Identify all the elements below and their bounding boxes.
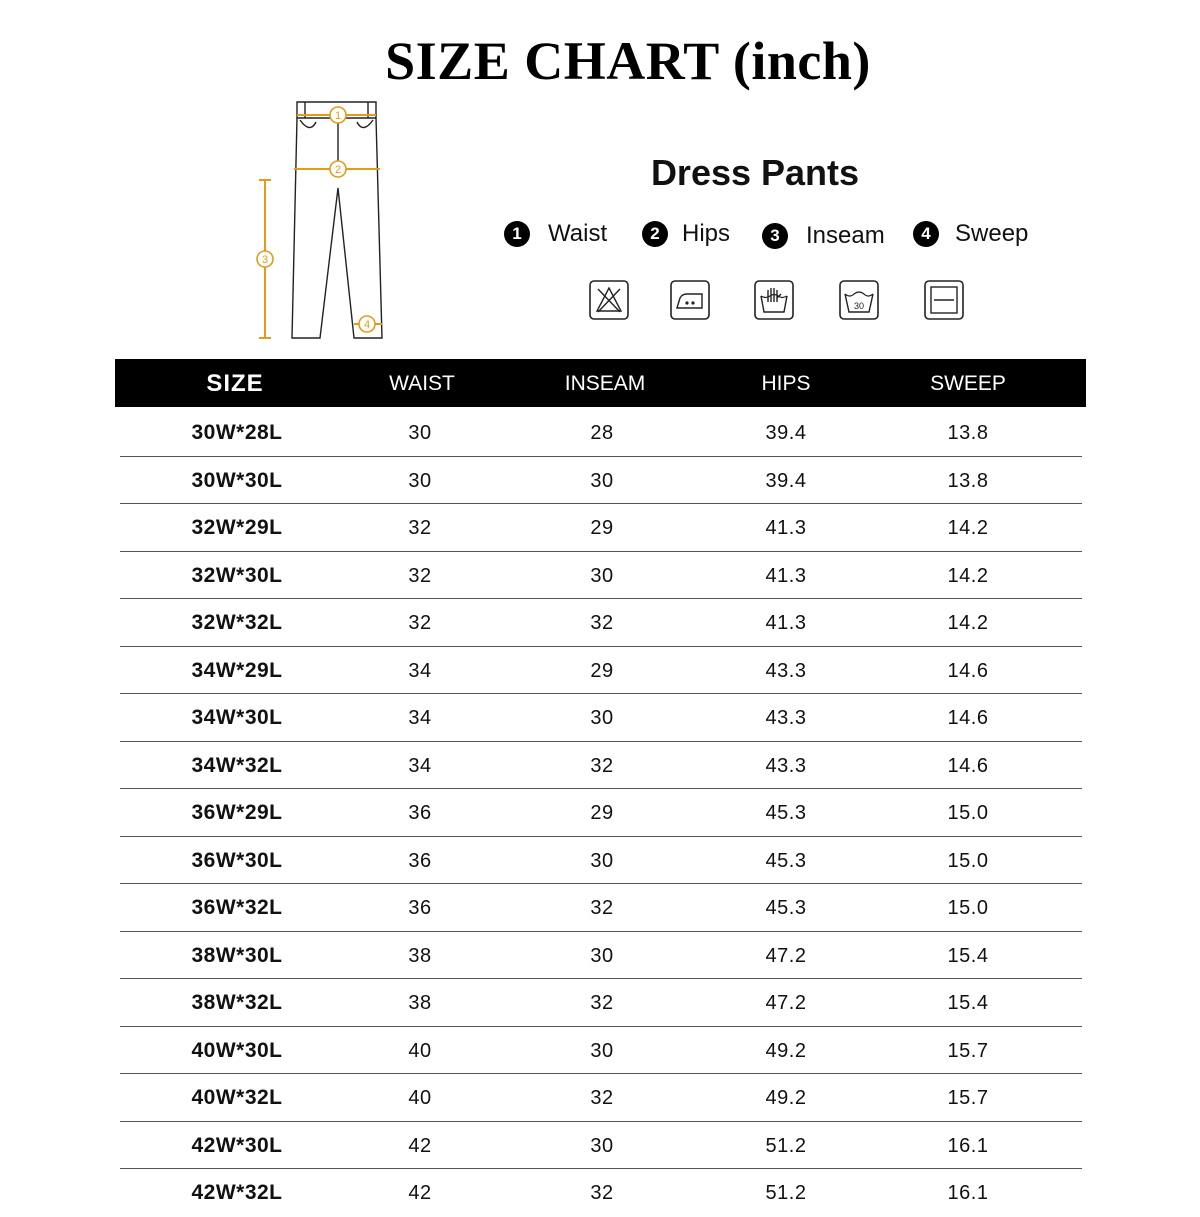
legend-inseam (762, 222, 885, 250)
waist-cell: 40 (408, 1087, 432, 1109)
size-cell: 34W*30L (191, 706, 283, 729)
waist-cell: 32 (408, 517, 432, 539)
sweep-cell: 15.7 (947, 1087, 989, 1109)
size-cell: 36W*30L (191, 848, 283, 872)
sweep-cell: 16.1 (947, 1134, 989, 1157)
size-cell: 32W*29L (191, 516, 283, 539)
inseam-cell: 29 (590, 517, 614, 539)
table-row (120, 1027, 1082, 1075)
size-cell: 36W*29L (191, 801, 283, 824)
iron-medium-icon (670, 280, 710, 320)
size-cell: 34W*32L (191, 753, 283, 777)
legend-sweep (913, 220, 1028, 248)
legend-number: 1 (504, 221, 530, 247)
size-cell: 30W*28L (191, 421, 283, 444)
legend-label: Inseam (806, 222, 885, 249)
legend-waist (504, 220, 607, 248)
inseam-cell: 32 (590, 612, 614, 634)
table-row (120, 742, 1082, 790)
legend-label: Sweep (955, 220, 1029, 247)
waist-cell: 32 (408, 612, 432, 634)
waist-cell: 32 (408, 564, 432, 587)
table-row (120, 457, 1082, 505)
waist-cell: 30 (408, 469, 432, 492)
table-row (120, 932, 1082, 980)
marker-inseam-label: 3 (261, 254, 269, 266)
hips-cell: 45.3 (765, 802, 807, 824)
table-row (120, 789, 1082, 837)
table-row (120, 1169, 1082, 1216)
hand-wash-icon (754, 280, 794, 320)
sweep-cell: 14.2 (947, 517, 989, 539)
legend-number: 4 (913, 221, 939, 247)
inseam-cell: 28 (590, 422, 614, 444)
size-cell: 36W*32L (191, 896, 283, 919)
size-table-body (120, 409, 1082, 1216)
sweep-cell: 15.0 (947, 802, 989, 824)
inseam-cell: 32 (590, 1087, 614, 1109)
hips-cell: 41.3 (765, 564, 807, 587)
table-row (120, 837, 1082, 885)
header-inseam: INSEAM (564, 372, 646, 395)
inseam-cell: 30 (590, 849, 614, 872)
sweep-cell: 14.2 (947, 612, 989, 634)
hips-cell: 39.4 (765, 469, 807, 492)
hips-cell: 47.2 (765, 992, 807, 1014)
table-row (120, 979, 1082, 1027)
sweep-cell: 14.6 (947, 754, 989, 777)
inseam-cell: 32 (590, 754, 614, 777)
wash-temperature: 30 (853, 301, 865, 311)
size-cell: 32W*32L (191, 611, 283, 634)
sweep-cell: 15.4 (947, 992, 989, 1014)
hips-cell: 51.2 (765, 1182, 807, 1204)
size-cell: 38W*32L (191, 991, 283, 1014)
page-title: SIZE CHART (inch) (385, 31, 871, 91)
table-row (120, 409, 1082, 457)
product-title: Dress Pants (650, 152, 860, 193)
table-row (120, 694, 1082, 742)
hips-cell: 45.3 (765, 849, 807, 872)
legend-number: 2 (642, 221, 668, 247)
care-instructions (588, 280, 968, 322)
waist-cell: 34 (408, 659, 432, 682)
waist-cell: 34 (408, 754, 432, 777)
waist-cell: 40 (408, 1039, 432, 1062)
inseam-cell: 32 (590, 897, 614, 919)
waist-cell: 30 (408, 422, 432, 444)
table-row (120, 599, 1082, 647)
table-row (120, 552, 1082, 600)
table-row (120, 884, 1082, 932)
pants-diagram (250, 98, 400, 348)
inseam-cell: 30 (590, 564, 614, 587)
no-bleach-icon (589, 280, 629, 320)
waist-cell: 38 (408, 992, 432, 1014)
waist-cell: 42 (408, 1134, 432, 1157)
hips-cell: 43.3 (765, 754, 807, 777)
legend-label: Hips (682, 220, 731, 247)
inseam-cell: 30 (590, 1134, 614, 1157)
hips-cell: 41.3 (765, 612, 807, 634)
hips-cell: 43.3 (765, 659, 807, 682)
waist-cell: 36 (408, 897, 432, 919)
size-cell: 32W*30L (191, 563, 283, 587)
dry-flat-icon (924, 280, 964, 320)
size-cell: 30W*30L (191, 468, 283, 492)
inseam-cell: 32 (590, 1182, 614, 1204)
hips-cell: 41.3 (765, 517, 807, 539)
size-table-header (115, 359, 1086, 407)
size-cell: 42W*30L (191, 1133, 283, 1157)
sweep-cell: 13.8 (947, 469, 989, 492)
hips-cell: 49.2 (765, 1087, 807, 1109)
marker-hips-label: 2 (334, 164, 342, 176)
measurement-legend (500, 220, 1060, 256)
legend-hips (642, 220, 730, 248)
size-cell: 34W*29L (191, 658, 283, 682)
legend-number: 3 (762, 223, 788, 249)
sweep-cell: 14.6 (947, 659, 989, 682)
table-row (120, 647, 1082, 695)
waist-cell: 36 (408, 802, 432, 824)
table-row (120, 504, 1082, 552)
hips-cell: 45.3 (765, 897, 807, 919)
hips-cell: 49.2 (765, 1039, 807, 1062)
inseam-cell: 30 (590, 944, 614, 967)
hips-cell: 47.2 (765, 944, 807, 967)
waist-cell: 38 (408, 944, 432, 967)
header-hips: HIPS (761, 372, 811, 395)
sweep-cell: 15.0 (947, 849, 989, 872)
waist-cell: 42 (408, 1182, 432, 1204)
sweep-cell: 15.4 (947, 944, 989, 967)
sweep-cell: 15.7 (947, 1039, 989, 1062)
waist-cell: 36 (408, 849, 432, 872)
table-row (120, 1074, 1082, 1122)
size-cell: 38W*30L (191, 943, 283, 967)
header-size: SIZE (206, 370, 264, 397)
table-row (120, 1122, 1082, 1170)
marker-sweep-label: 4 (363, 319, 371, 331)
inseam-cell: 29 (590, 659, 614, 682)
sweep-cell: 14.6 (947, 707, 989, 729)
inseam-cell: 32 (590, 992, 614, 1014)
waist-cell: 34 (408, 707, 432, 729)
inseam-cell: 30 (590, 469, 614, 492)
size-cell: 40W*30L (191, 1038, 283, 1062)
inseam-cell: 29 (590, 802, 614, 824)
hips-cell: 51.2 (765, 1134, 807, 1157)
legend-label: Waist (548, 220, 608, 247)
sweep-cell: 16.1 (947, 1182, 989, 1204)
wash-30-icon (839, 280, 879, 320)
marker-waist-label: 1 (334, 110, 342, 122)
size-cell: 40W*32L (191, 1086, 283, 1109)
size-cell: 42W*32L (191, 1181, 283, 1204)
inseam-cell: 30 (590, 1039, 614, 1062)
inseam-cell: 30 (590, 707, 614, 729)
hips-cell: 39.4 (765, 422, 807, 444)
header-waist: WAIST (389, 372, 455, 395)
sweep-cell: 13.8 (947, 422, 989, 444)
header-sweep: SWEEP (930, 372, 1006, 395)
sweep-cell: 14.2 (947, 564, 989, 587)
hips-cell: 43.3 (765, 707, 807, 729)
sweep-cell: 15.0 (947, 897, 989, 919)
